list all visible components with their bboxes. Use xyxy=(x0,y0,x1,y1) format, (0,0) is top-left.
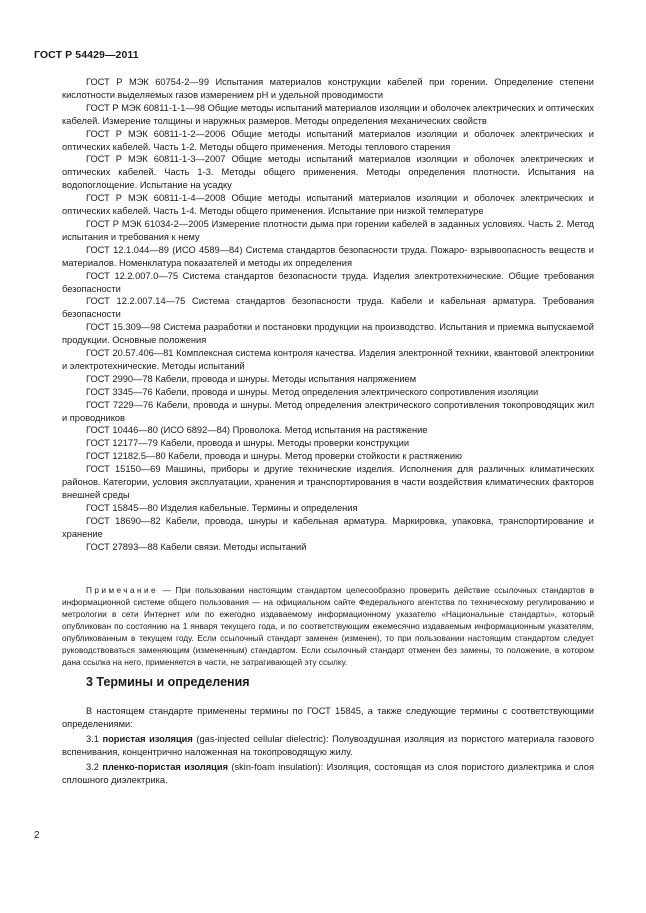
term-entry xyxy=(62,733,594,759)
term-definition: (gas-injected cellular dielectric): Полувоздушная изоляция из пористого материала газового вспенивания, концентрично наложенная на токопроводящую жилу. xyxy=(62,733,595,757)
reference-item: ГОСТ 20.57.406—81 Комплексная система контроля качества. Изделия электронной техники, квантовой электроники и электротехнические. Методы испытаний xyxy=(62,348,594,371)
reference-item: ГОСТ Р МЭК 61034-2—2005 Измерение плотности дыма при горении кабелей в заданных условиях. Часть 2. Метод испытания и требования к нему xyxy=(62,218,594,242)
reference-item: ГОСТ 3345—76 Кабели, провода и шнуры. Метод определения электрического сопротивления изоляции xyxy=(86,386,539,397)
reference-item: ГОСТ 12.2.007.14—75 Система стандартов безопасности труда. Кабели и кабельная арматура. Требования безопасности xyxy=(62,296,594,320)
normative-references xyxy=(62,76,594,554)
section-title: 3 Термины и определения xyxy=(86,675,250,689)
document-header: ГОСТ Р 54429—2011 xyxy=(34,49,139,61)
reference-item: ГОСТ 12177—79 Кабели, провода и шнуры. Методы проверки конструкции xyxy=(86,438,410,449)
reference-item: ГОСТ Р МЭК 60811-1-2—2006 Общие методы испытаний материалов изоляции и оболочек электрических и оптических кабелей. Часть 1-2. Методы общего применения. Методы теплового старения xyxy=(62,128,594,152)
page-number: 2 xyxy=(34,830,40,841)
reference-item: ГОСТ Р МЭК 60754-2—99 Испытания материалов конструкции кабелей при горении. Определение степени кислотности выделяемых газов измерением pH и удельной проводимости xyxy=(62,77,594,100)
reference-item: ГОСТ 10446—80 (ИСО 6892—84) Проволока. Метод испытания на растяжение xyxy=(86,425,428,436)
term-entry xyxy=(62,761,594,787)
reference-item: ГОСТ 18690—82 Кабели, провода, шнуры и кабельная арматура. Маркировка, упаковка, транспортирование и хранение xyxy=(62,515,594,539)
reference-item: ГОСТ 12.1.044—89 (ИСО 4589—84) Система стандартов безопасности труда. Пожаро- взрывоопасность веществ и материалов. Номенклатура показателей и методы их определения xyxy=(62,244,594,268)
term-definition: (skin-foam insulation): Изоляция, состоящая из слоя пористого диэлектрика и слоя сплошного диэлектрика. xyxy=(62,761,594,785)
terms-section xyxy=(62,705,594,789)
term-number: 3.2 xyxy=(86,761,103,772)
term-name: пористая изоляция xyxy=(102,733,193,744)
reference-item: ГОСТ 12.2.007.0—75 Система стандартов безопасности труда. Изделия электротехнические. Общие требования безопасности xyxy=(62,270,594,294)
reference-item: ГОСТ 2990—78 Кабели, провода и шнуры. Методы испытания напряжением xyxy=(86,373,417,384)
reference-item: ГОСТ 15.309—98 Система разработки и постановки продукции на производство. Испытания и приемка выпускаемой продукции. Основные положения xyxy=(62,322,594,346)
reference-item: ГОСТ 27893—88 Кабели связи. Методы испытаний xyxy=(86,541,307,552)
term-number: 3.1 xyxy=(86,733,103,744)
reference-item: ГОСТ Р МЭК 60811-1-4—2008 Общие методы испытаний материалов изоляции и оболочек электрических и оптических кабелей. Часть 1-4. Методы общего применения. Испытание при низкой температуре xyxy=(62,193,594,217)
note-text: — При пользовании настоящим стандартом целесообразно проверить действие ссылочных стандартов в информационной системе общего пользования — на официальном сайте Федерального агентства по техническому регулированию и метрологии в сети Интернет или по ежегодно издаваемому информационному указателю «Национальные стандарты», который опубликован по состоянию на 1 января текущего года, и по соответствующим ежемесячно издаваемым информационным указателям, опубликованным в текущем году. Если ссылочный стандарт заменен (изменен), то при пользовании настоящим стандартом следует руководствоваться заменяющим (измененным) стандартом. Если ссылочный стандарт отменен без замены, то положение, в котором дана ссылка на него, применяется в части, не затрагивающей эту ссылку. xyxy=(62,585,594,667)
reference-item: ГОСТ Р МЭК 60811-1-1—98 Общие методы испытаний материалов изоляции и оболочек электрических и оптических кабелей. Измерение толщины и наружных размеров. Методы определения механических свойств xyxy=(62,102,594,126)
reference-item: ГОСТ 12182.5—80 Кабели, провода и шнуры. Метод проверки стойкости к растяжению xyxy=(86,451,463,462)
section-intro: В настоящем стандарте применены термины по ГОСТ 15845, а также следующие термины с соответствующими определениями: xyxy=(62,706,594,729)
reference-item: ГОСТ 7229—76 Кабели, провода и шнуры. Метод определения электрического сопротивления токопроводящих жил и проводников xyxy=(62,399,594,423)
reference-item: ГОСТ Р МЭК 60811-1-3—2007 Общие методы испытаний материалов изоляции и оболочек электрических и оптических кабелей. Часть 1-3. Методы общего применения. Методы определения плотности. Испытания на водопоглощение. Испытание на усадку xyxy=(62,154,594,191)
note-label: Примечание xyxy=(86,585,159,595)
note-paragraph xyxy=(62,585,594,669)
reference-item: ГОСТ 15150—69 Машины, приборы и другие технические изделия. Исполнения для различных климатических районов. Категории, условия эксплуатации, хранения и транспортирования в части воздействия климатических факторов внешней среды xyxy=(62,464,594,500)
reference-item: ГОСТ 15845—80 Изделия кабельные. Термины и определения xyxy=(86,502,358,513)
term-name: пленко-пористая изоляция xyxy=(102,761,228,772)
